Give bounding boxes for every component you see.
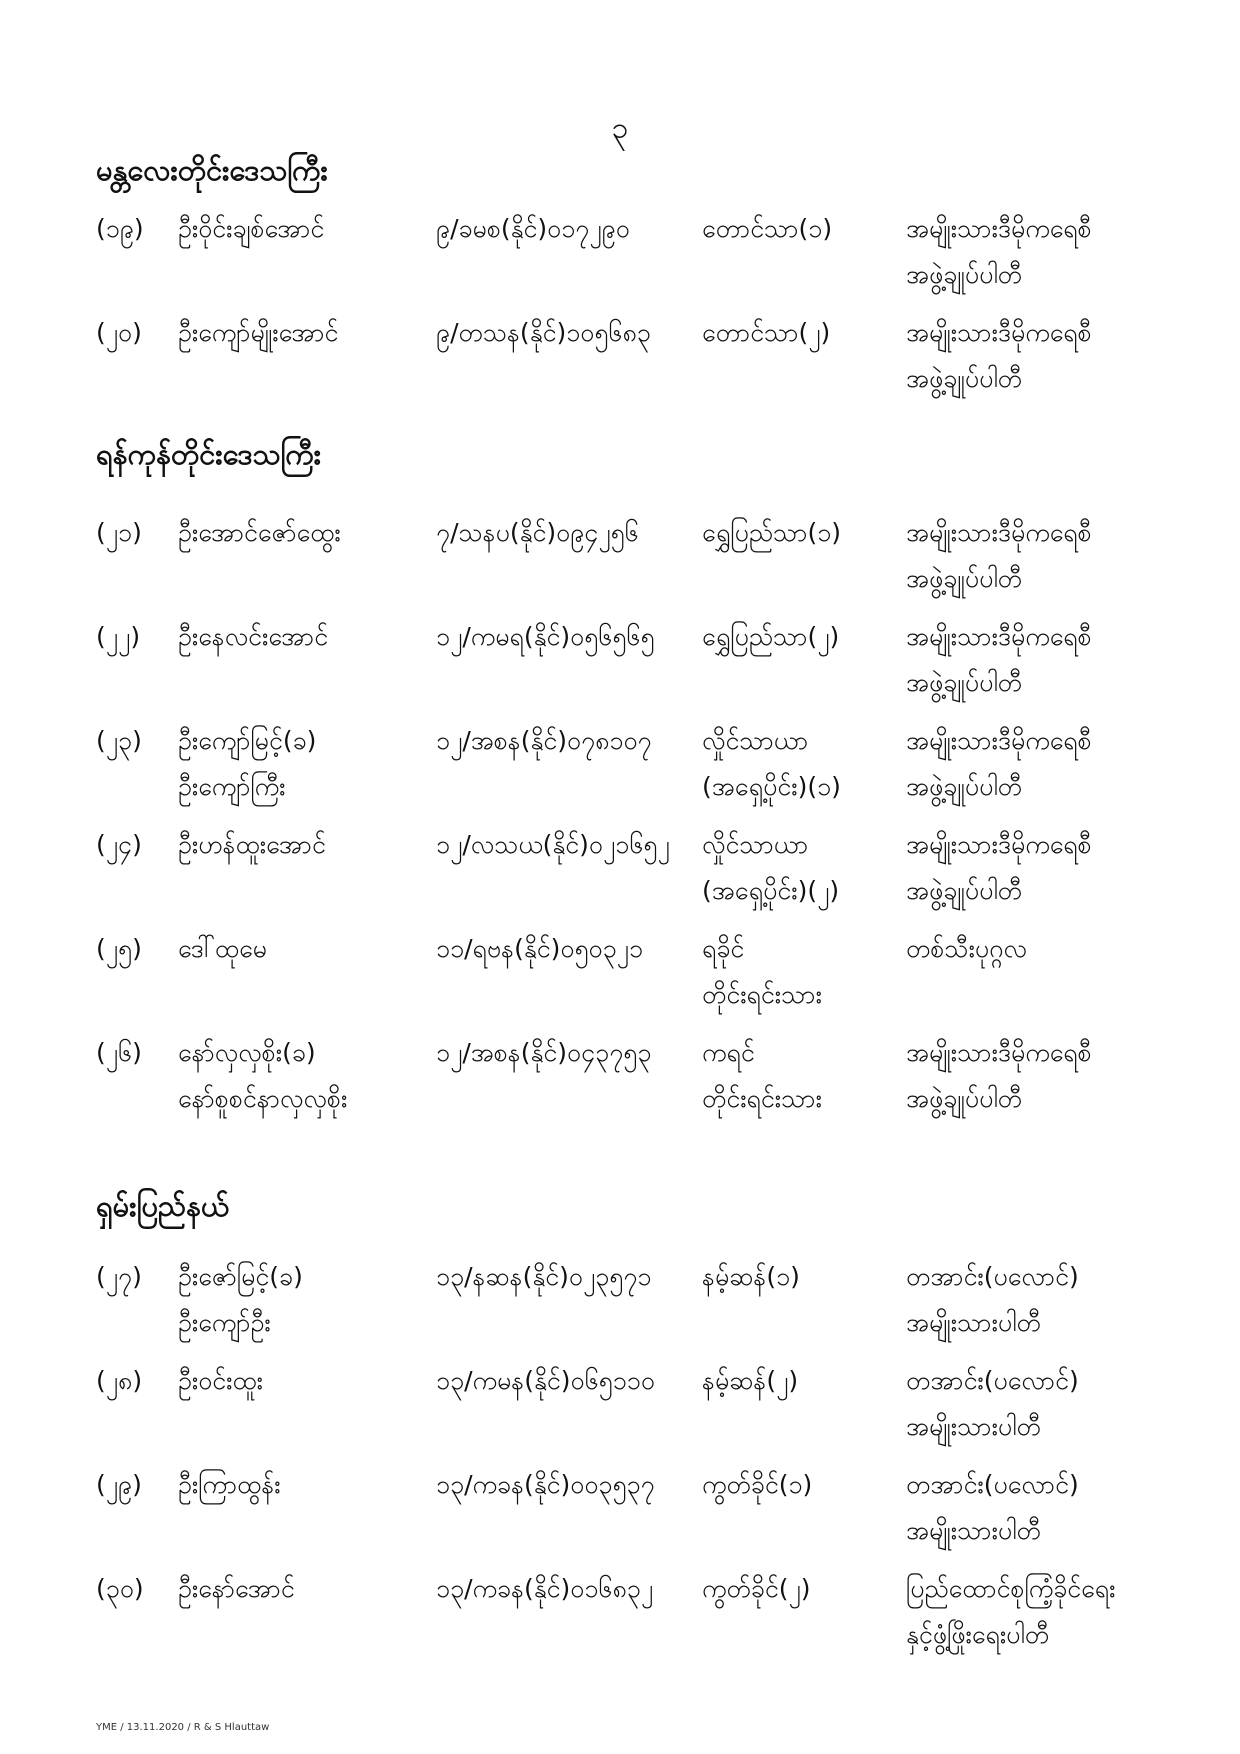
nrc-number: ၁၃/နဆန(နိုင်)၀၂၃၅၇၁	[436, 1262, 652, 1291]
nrc-number: ၁၂/အစန(နိုင်)၀၇၈၁၀၇	[436, 726, 652, 755]
party-line-2: အဖွဲ့ချုပ်ပါတီ	[906, 1084, 1023, 1113]
section-title: မန္တလေးတိုင်းဒေသကြီး	[96, 153, 328, 187]
row-number: (၂၈)	[96, 1366, 143, 1395]
constituency: ရွှေပြည်သာ(၂)	[702, 622, 840, 651]
representative-name: ဦးဝိုင်းချစ်အောင်	[178, 214, 325, 243]
row-number: (၂၀)	[96, 318, 142, 347]
nrc-number: ၁၃/ကမန(နိုင်)၀၆၅၁၁၀	[436, 1366, 655, 1395]
page-number: ၃	[611, 111, 629, 146]
nrc-number: ၉/တသန(နိုင်)၁၀၅၆၈၃	[436, 318, 651, 347]
row-number: (၂၆)	[96, 1038, 142, 1067]
representative-name: ဦးဇော်မြင့်(ခ)	[178, 1262, 303, 1291]
representative-name-alias: ဦးကျော်ကြီး	[178, 772, 286, 801]
party-line-1: တစ်သီးပုဂ္ဂလ	[906, 934, 1027, 963]
row-number: (၂၄)	[96, 830, 142, 859]
section-title: ရန်ကုန်တိုင်းဒေသကြီး	[96, 437, 322, 471]
party-line-1: အမျိုးသားဒီမိုကရေစီ	[906, 830, 1092, 859]
row-number: (၂၅)	[96, 934, 142, 963]
row-number: (၂၉)	[96, 1470, 142, 1499]
constituency: တောင်သာ(၂)	[702, 318, 831, 347]
constituency: နမ့်ဆန်(၂)	[702, 1366, 799, 1395]
row-number: (၂၁)	[96, 518, 142, 547]
constituency-line-2: (အရှေ့ပိုင်း)(၁)	[702, 772, 841, 801]
party-line-1: အမျိုးသားဒီမိုကရေစီ	[906, 318, 1092, 347]
party-line-2: နှင့်ဖွံ့ဖြိုးရေးပါတီ	[906, 1620, 1050, 1649]
nrc-number: ၁၂/ကမရ(နိုင်)၀၅၆၅၆၅	[436, 622, 655, 651]
party-line-2: အမျိုးသားပါတီ	[906, 1308, 1041, 1337]
constituency: ကွတ်ခိုင်(၂)	[702, 1574, 811, 1603]
constituency-line-2: တိုင်းရင်းသား	[702, 980, 822, 1009]
row-number: (၂၃)	[96, 726, 142, 755]
constituency: ကွတ်ခိုင်(၁)	[702, 1470, 813, 1499]
party-line-2: အဖွဲ့ချုပ်ပါတီ	[906, 564, 1023, 593]
representative-name: ဦးကျော်မြင့်(ခ)	[178, 726, 317, 755]
nrc-number: ၁၂/အစန(နိုင်)၀၄၃၇၅၃	[436, 1038, 652, 1067]
constituency-line-2: တိုင်းရင်းသား	[702, 1084, 822, 1113]
nrc-number: ၁၁/ရဗန(နိုင်)၀၅၀၃၂၁	[436, 934, 644, 963]
row-number: (၁၉)	[96, 214, 144, 243]
representative-name-alias: ဦးကျော်ဦး	[178, 1308, 271, 1337]
section-title: ရှမ်းပြည်နယ်	[96, 1189, 230, 1223]
nrc-number: ၁၃/ကခန(နိုင်)၀၁၆၈၃၂	[436, 1574, 654, 1603]
representative-name: ဦးကြာထွန်း	[178, 1470, 281, 1499]
party-line-2: အဖွဲ့ချုပ်ပါတီ	[906, 772, 1023, 801]
representative-name: ဦးအောင်ဇော်ထွေး	[178, 518, 341, 547]
representative-name: ဦးကျော်မျိုးအောင်	[178, 318, 339, 347]
party-line-1: အမျိုးသားဒီမိုကရေစီ	[906, 518, 1092, 547]
party-line-1: တအာင်း(ပလောင်)	[906, 1366, 1079, 1395]
constituency: နမ့်ဆန်(၁)	[702, 1262, 800, 1291]
representative-name-alias: နော်စူစင်နာလှလှစိုး	[178, 1084, 348, 1113]
party-line-2: အဖွဲ့ချုပ်ပါတီ	[906, 876, 1023, 905]
constituency: ရခိုင်	[702, 934, 745, 963]
party-line-1: တအာင်း(ပလောင်)	[906, 1262, 1079, 1291]
party-line-1: အမျိုးသားဒီမိုကရေစီ	[906, 622, 1092, 651]
row-number: (၂၂)	[96, 622, 141, 651]
constituency: ကရင်	[702, 1038, 755, 1067]
constituency: လှိုင်သာယာ	[702, 830, 809, 859]
representative-name: ဦးနော်အောင်	[178, 1574, 295, 1603]
constituency: ရွှေပြည်သာ(၁)	[702, 518, 842, 547]
party-line-2: အဖွဲ့ချုပ်ပါတီ	[906, 364, 1023, 393]
representative-name: ဦးဝင်းထူး	[178, 1366, 263, 1395]
party-line-2: အမျိုးသားပါတီ	[906, 1412, 1041, 1441]
constituency: တောင်သာ(၁)	[702, 214, 833, 243]
party-line-1: အမျိုးသားဒီမိုကရေစီ	[906, 1038, 1092, 1067]
representative-name: ဦးဟန်ထူးအောင်	[178, 830, 326, 859]
nrc-number: ၁၃/ကခန(နိုင်)၀၀၃၅၃၇	[436, 1470, 655, 1499]
constituency-line-2: (အရှေ့ပိုင်း)(၂)	[702, 876, 840, 905]
party-line-1: ပြည်ထောင်စုကြံ့ခိုင်ရေး	[906, 1574, 1116, 1603]
nrc-number: ၉/ခမစ(နိုင်)၀၁၇၂၉၀	[436, 214, 630, 243]
representative-name: နော်လှလှစိုး(ခ)	[178, 1038, 316, 1067]
constituency: လှိုင်သာယာ	[702, 726, 809, 755]
party-line-1: အမျိုးသားဒီမိုကရေစီ	[906, 214, 1092, 243]
representative-name: ဦးနေလင်းအောင်	[178, 622, 329, 651]
party-line-1: တအာင်း(ပလောင်)	[906, 1470, 1079, 1499]
party-line-1: အမျိုးသားဒီမိုကရေစီ	[906, 726, 1092, 755]
representative-name: ဒေါ်ထုမေ	[178, 934, 267, 963]
party-line-2: အဖွဲ့ချုပ်ပါတီ	[906, 668, 1023, 697]
party-line-2: အမျိုးသားပါတီ	[906, 1516, 1041, 1545]
nrc-number: ၁၂/လသယ(နိုင်)၀၂၁၆၅၂	[436, 830, 670, 859]
nrc-number: ၇/သနပ(နိုင်)၀၉၄၂၅၆	[436, 518, 639, 547]
row-number: (၂၇)	[96, 1262, 142, 1291]
row-number: (၃၀)	[96, 1574, 144, 1603]
party-line-2: အဖွဲ့ချုပ်ပါတီ	[906, 260, 1023, 289]
footer-note: YME / 13.11.2020 / R & S Hlauttaw	[96, 1722, 270, 1733]
